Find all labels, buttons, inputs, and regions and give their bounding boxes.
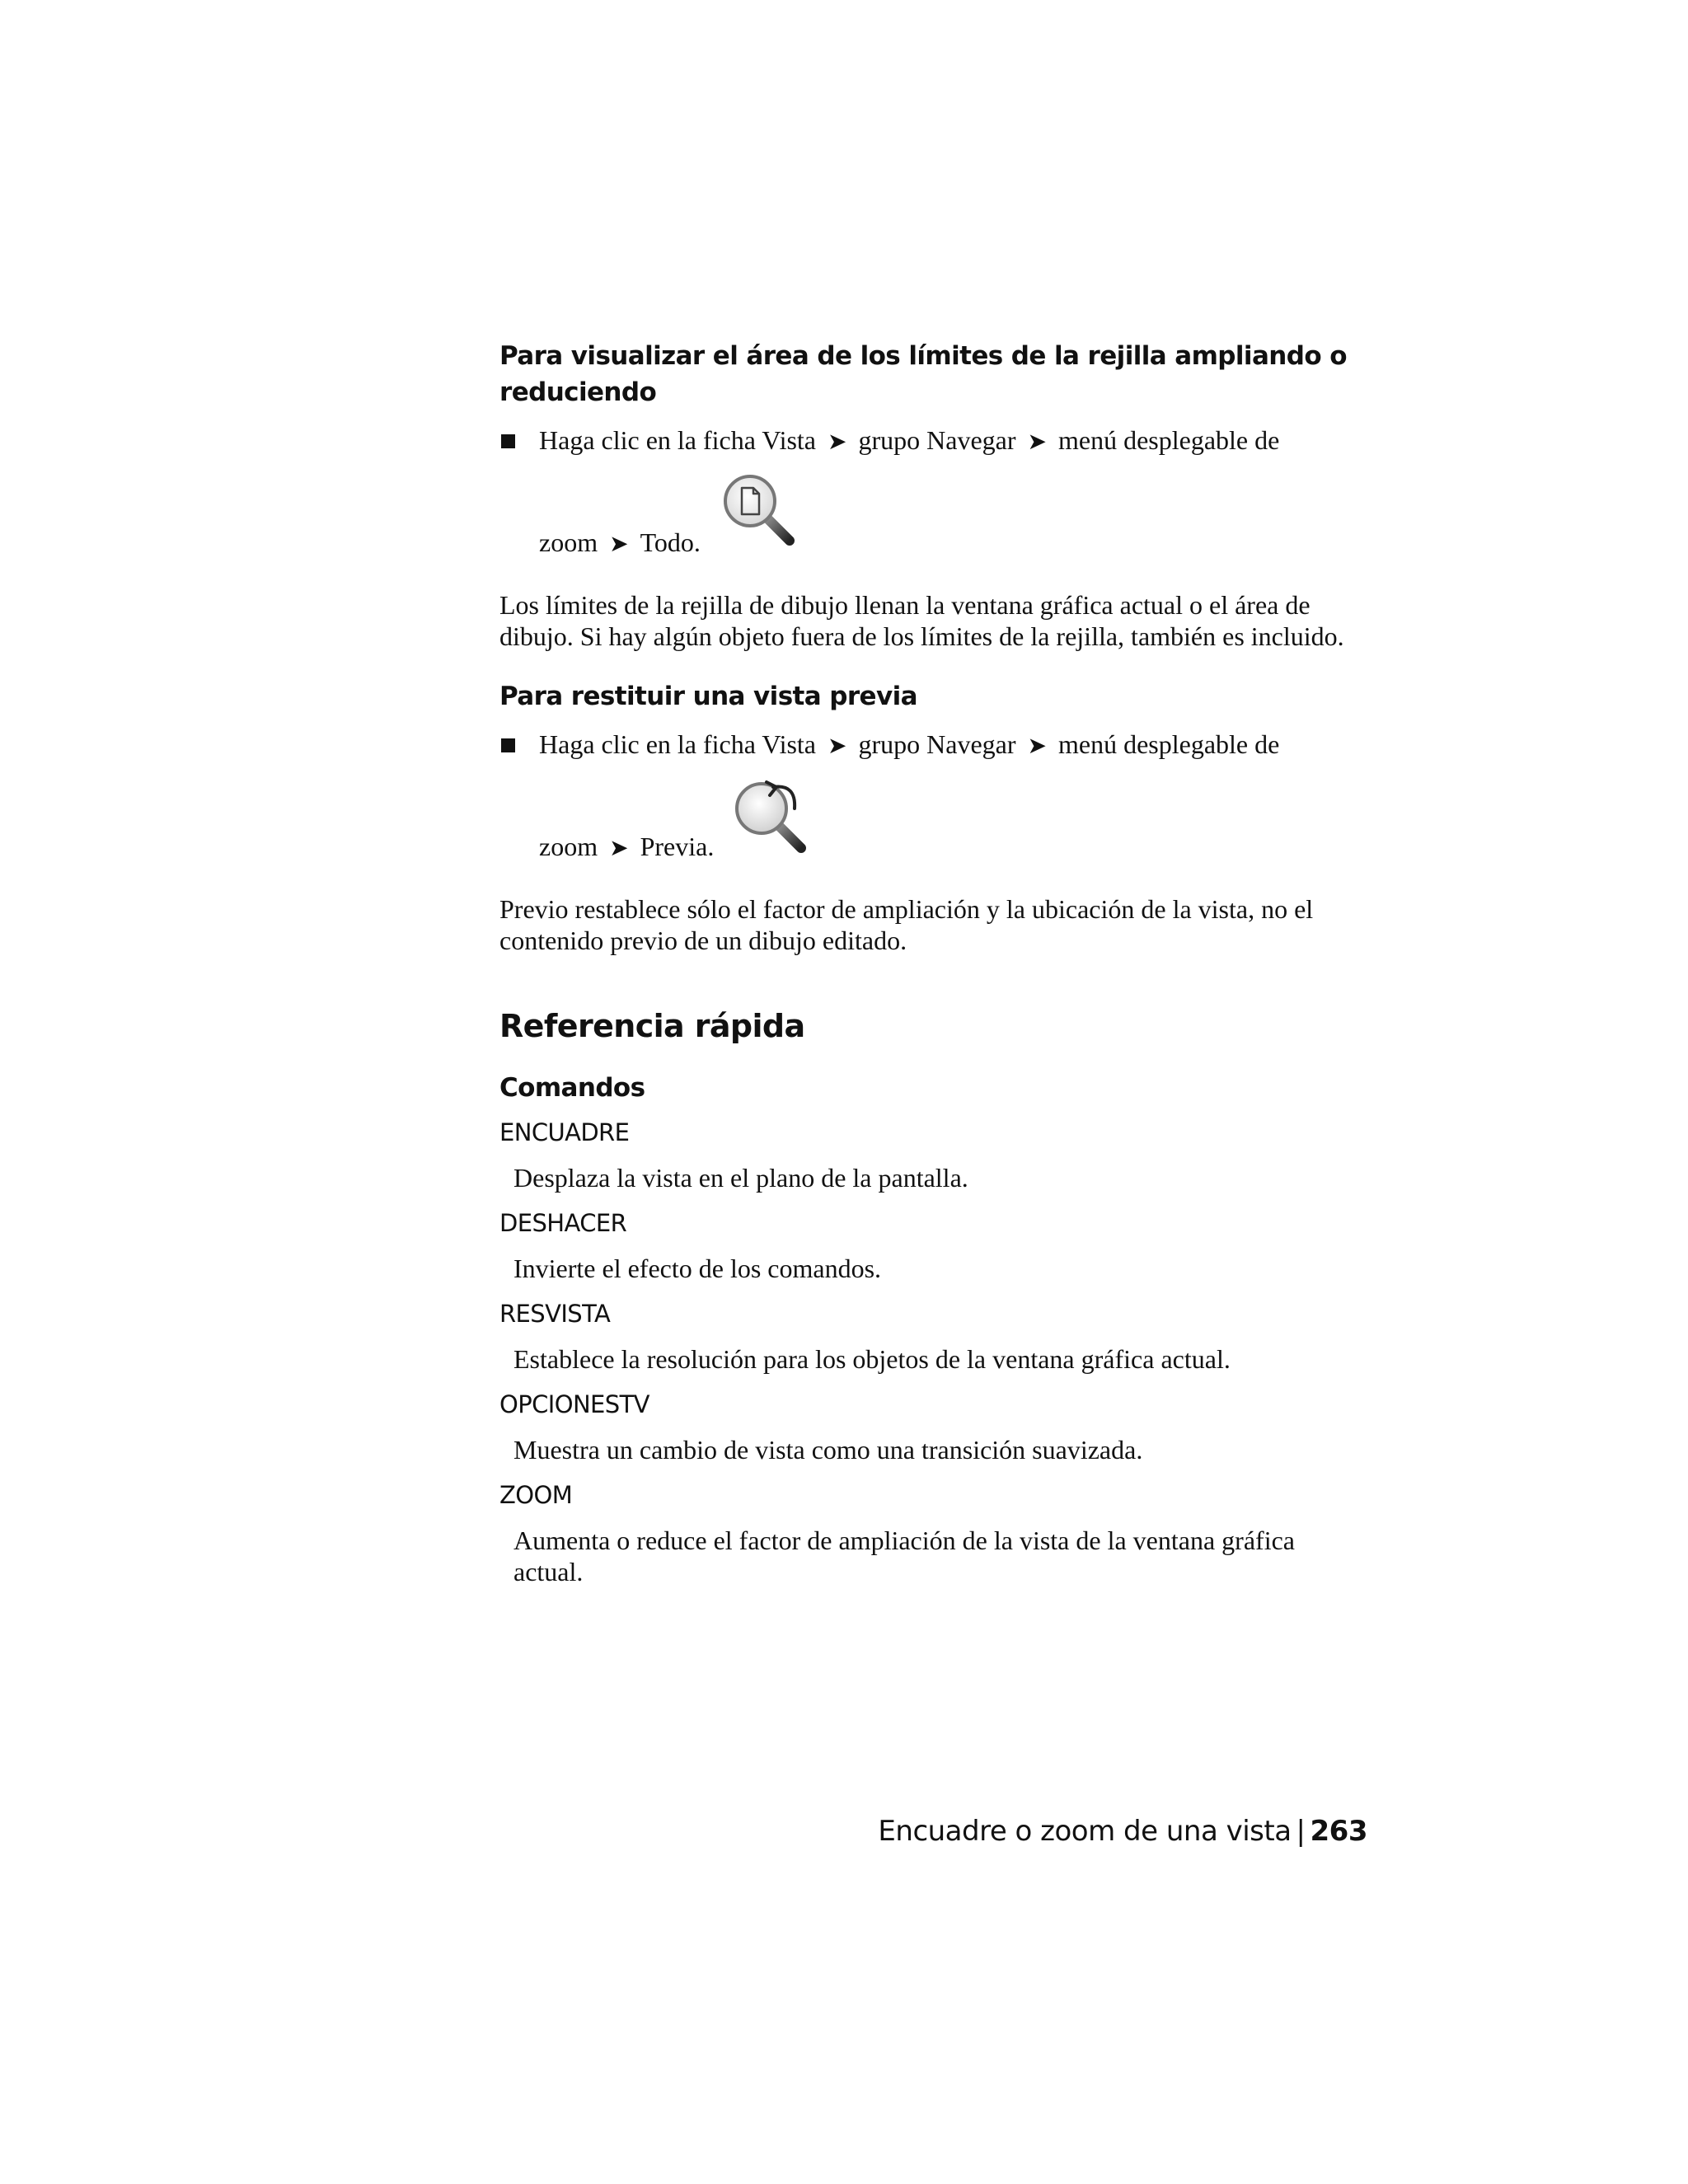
footer-section-title: Encuadre o zoom de una vista [878,1815,1292,1848]
command-item [499,1479,1373,1587]
command-name: DESHACER [499,1209,627,1237]
step-part: zoom [539,832,598,861]
step-part: menú desplegable de [1057,729,1280,759]
command-list [499,1116,1373,1587]
command-description: Desplaza la vista en el plano de la pantalla. [513,1163,968,1193]
procedure-heading: Para restituir una vista previa [499,682,917,711]
page-content [499,338,1373,1587]
command-item [499,1207,1373,1284]
command-name: ZOOM [499,1481,573,1509]
command-name: OPCIONESTV [499,1390,649,1418]
command-item [499,1297,1373,1375]
command-item [499,1116,1373,1193]
arrow-icon: ➤ [609,836,629,861]
step-part: zoom [539,527,598,557]
bullet-square-icon [501,738,515,752]
arrow-icon: ➤ [828,429,847,455]
arrow-icon: ➤ [1027,733,1047,759]
command-description: Aumenta o reduce el factor de ampliación de la vista de la ventana gráfica actual. [513,1526,1295,1586]
step-part: menú desplegable de [1057,425,1280,455]
footer-separator: | [1296,1815,1306,1848]
command-description: Invierte el efecto de los comandos. [513,1254,882,1283]
page-footer [878,1815,1367,1848]
procedure-paragraph: Los límites de la rejilla de dibujo llenan la ventana gráfica actual o el área de dibujo. Si hay algún objeto fuera de los límites de la rejilla, también es incluido. [499,590,1344,651]
section-title: Referencia rápida [499,1008,805,1044]
zoom-all-icon [719,470,798,558]
procedure-paragraph: Previo restablece sólo el factor de ampliación y la ubicación de la vista, no el contenido previo de un dibujo editado. [499,894,1314,955]
procedure-heading: Para visualizar el área de los límites de la rejilla ampliando o reduciendo [499,341,1347,407]
procedure-zoom-previous [499,678,1373,956]
procedure-step [499,726,1373,867]
step-part: Todo. [640,527,701,557]
arrow-icon: ➤ [828,733,847,759]
command-name: ENCUADRE [499,1118,630,1146]
commands-title: Comandos [499,1073,645,1103]
step-part: grupo Navegar [858,425,1016,455]
step-part: grupo Navegar [858,729,1016,759]
procedure-zoom-all [499,338,1373,652]
procedure-step [499,422,1373,563]
step-part: Haga clic en la ficha Vista [539,729,816,759]
command-description: Establece la resolución para los objetos de la ventana gráfica actual. [513,1344,1231,1374]
command-description: Muestra un cambio de vista como una transición suavizada. [513,1435,1143,1465]
page-number: 263 [1310,1815,1367,1848]
arrow-icon: ➤ [1027,429,1047,455]
command-name: RESVISTA [499,1300,611,1328]
zoom-previous-icon [732,776,811,864]
step-part: Previa. [640,832,715,861]
bullet-square-icon [501,434,515,448]
step-part: Haga clic en la ficha Vista [539,425,816,455]
arrow-icon: ➤ [609,532,629,557]
command-item [499,1388,1373,1465]
quick-reference [499,1005,1373,1587]
